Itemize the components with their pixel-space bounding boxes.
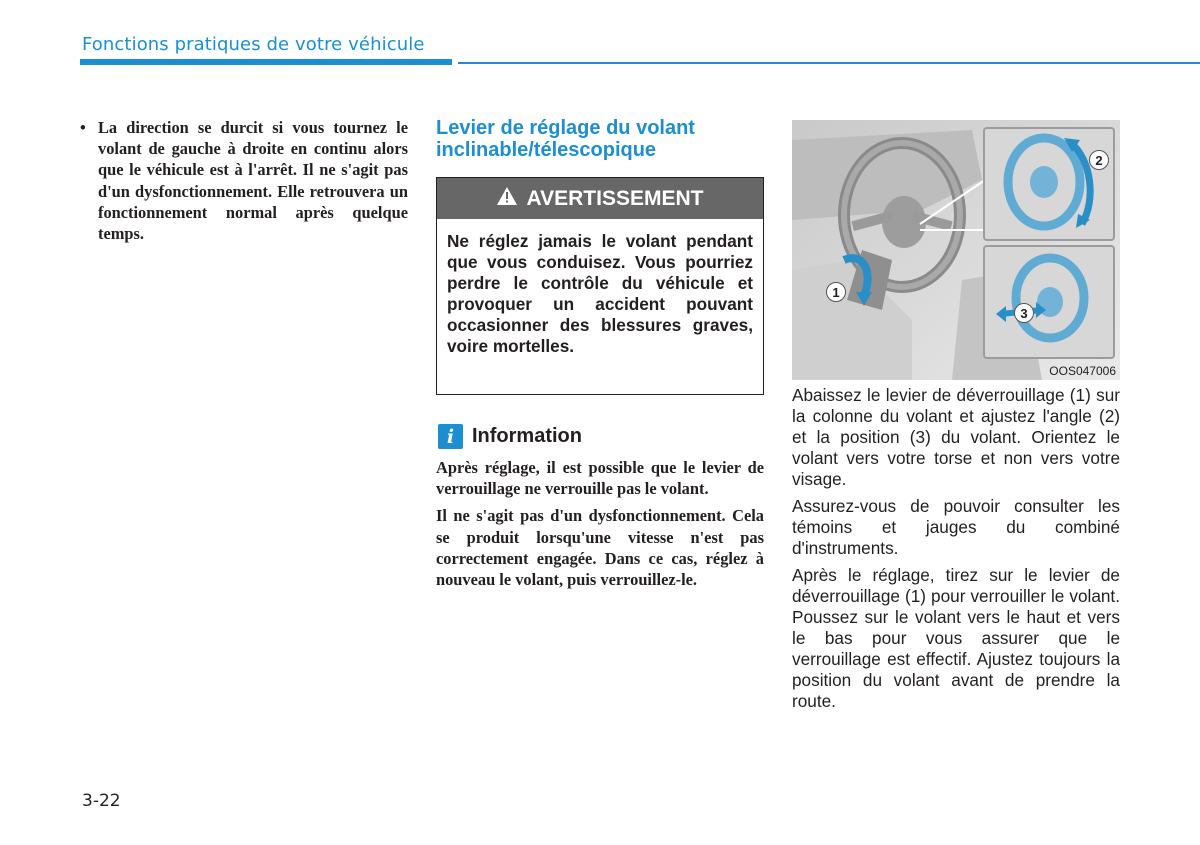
section-heading-block bbox=[436, 117, 764, 161]
header-rule-thin bbox=[458, 62, 1200, 64]
warning-body: Ne réglez jamais le volant pendant que vous conduisez. Vous pourriez perdre le contrôle du véhicule et provoquer un accident pouvant occasionner des blessures graves, voire mortelles. bbox=[447, 231, 753, 356]
callout-badge-3: 3 bbox=[1014, 303, 1034, 323]
callout-badge-2: 2 bbox=[1089, 150, 1109, 170]
warning-title: AVERTISSEMENT bbox=[526, 186, 704, 210]
instruction-paragraph: Après le réglage, tirez sur le levier de déverrouillage (1) pour verrouiller le volant. Poussez sur le volant vers le haut et vers le bas pour vous assurer que le verrouillage est effectif. Ajustez toujours la position du volant avant de prendre la route. bbox=[792, 565, 1120, 711]
warning-header bbox=[437, 178, 763, 219]
steering-adjustment-figure bbox=[792, 120, 1120, 380]
steering-wheel-illustration bbox=[792, 120, 1120, 380]
info-heading bbox=[438, 424, 582, 449]
info-text bbox=[436, 457, 764, 596]
info-title: Information bbox=[472, 425, 582, 447]
warning-triangle-icon bbox=[497, 187, 517, 211]
section-heading-line1: Levier de réglage du volant bbox=[436, 117, 695, 139]
info-icon: i bbox=[438, 424, 463, 449]
instructions-text bbox=[792, 385, 1120, 718]
bullet-note bbox=[80, 117, 408, 244]
info-paragraph: Après réglage, il est possible que le levier de verrouillage ne verrouille pas le volant. bbox=[436, 458, 764, 499]
warning-box bbox=[436, 177, 764, 395]
running-header: Fonctions pratiques de votre véhicule bbox=[82, 34, 425, 55]
info-paragraph: Il ne s'agit pas d'un dysfonctionnement. Cela se produit lorsqu'une vitesse n'est pas correctement engagée. Dans ce cas, réglez à nouveau le volant, puis verrouillez-le. bbox=[436, 506, 764, 590]
instruction-paragraph: Abaissez le levier de déverrouillage (1) sur la colonne du volant et ajustez l'angle (2) et la position (3) du volant. Orientez le volant vers votre torse et non vers votre visage. bbox=[792, 385, 1120, 489]
instruction-paragraph: Assurez-vous de pouvoir consulter les témoins et jauges du combiné d'instruments. bbox=[792, 496, 1120, 558]
page-number: 3-22 bbox=[82, 791, 121, 811]
header-rule-thick bbox=[80, 59, 452, 65]
section-heading-line2: inclinable/télescopique bbox=[436, 139, 657, 161]
callout-badge-1: 1 bbox=[826, 282, 846, 302]
bullet-marker: • bbox=[80, 118, 86, 137]
figure-code: OOS047006 bbox=[1049, 364, 1116, 378]
bullet-text: La direction se durcit si vous tournez le volant de gauche à droite en continu alors que le véhicule est à l'arrêt. Il ne s'agit pas d'un dysfonctionnement. Elle retrouvera un fonctionnement normal après quelque temps. bbox=[98, 118, 408, 244]
